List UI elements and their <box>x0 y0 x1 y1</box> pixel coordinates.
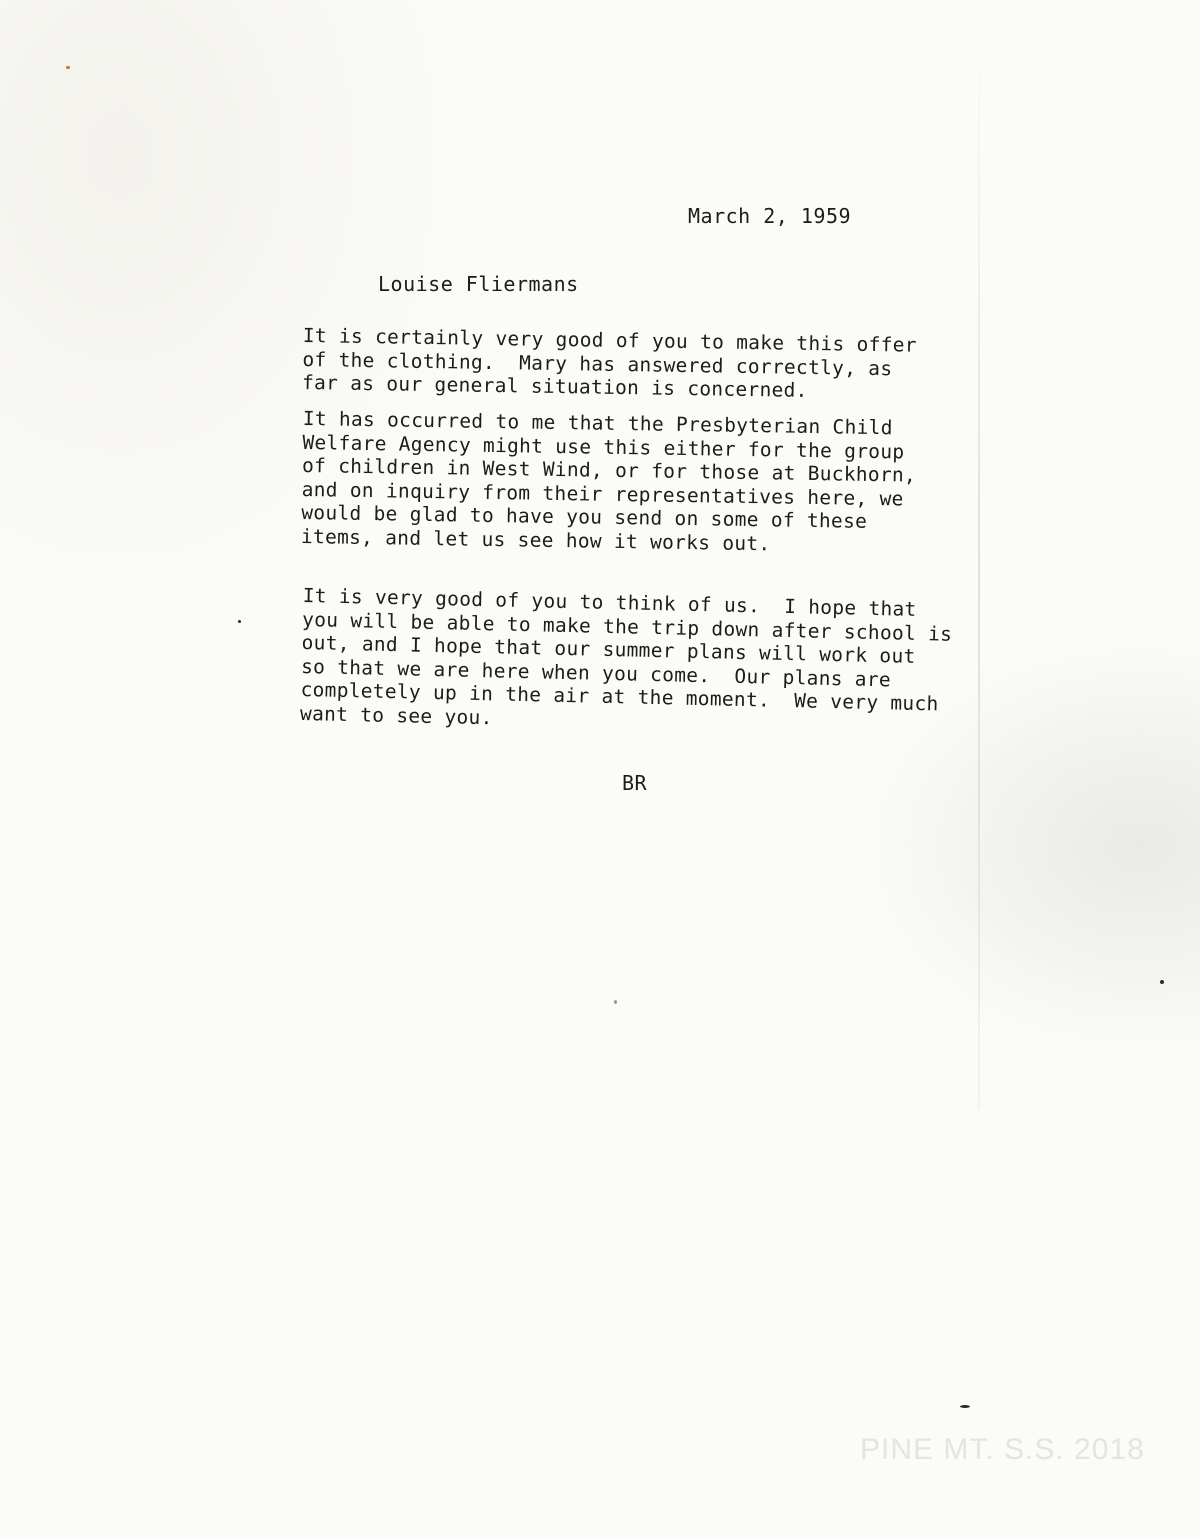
archive-watermark: PINE MT. S.S. 2018 <box>860 1433 1145 1466</box>
paper-speck <box>66 66 70 69</box>
paper-speck <box>960 1405 970 1408</box>
letter-paragraph-3: It is very good of you to think of us. I hope that you will be able to make the trip down after school is out, and I hope that our summer plans will work out so that we are here when you come. Our plans are completely up in the air at the moment. We very much want to see you. <box>299 584 953 729</box>
letter-paragraph-2: It has occurred to me that the Presbyterian Child Welfare Agency might use this either for the group of children in West Wind, or for those at Buckhorn, and on inquiry from their representatives here, we would be glad to have you send on some of these items, and let us see how it works out. <box>300 407 917 555</box>
paper-speck <box>238 620 241 623</box>
paper-fold-line <box>978 30 980 1110</box>
signature-initials: BR <box>622 771 648 795</box>
letter-paragraph-1: It is certainly very good of you to make this offer of the clothing. Mary has answered correctly, as far as our general situation is concerned. <box>301 324 917 402</box>
letter-date: March 2, 1959 <box>688 204 852 228</box>
letter-recipient: Louise Fliermans <box>378 272 579 296</box>
paper-speck <box>1160 980 1164 984</box>
paper-speck <box>614 1000 617 1004</box>
